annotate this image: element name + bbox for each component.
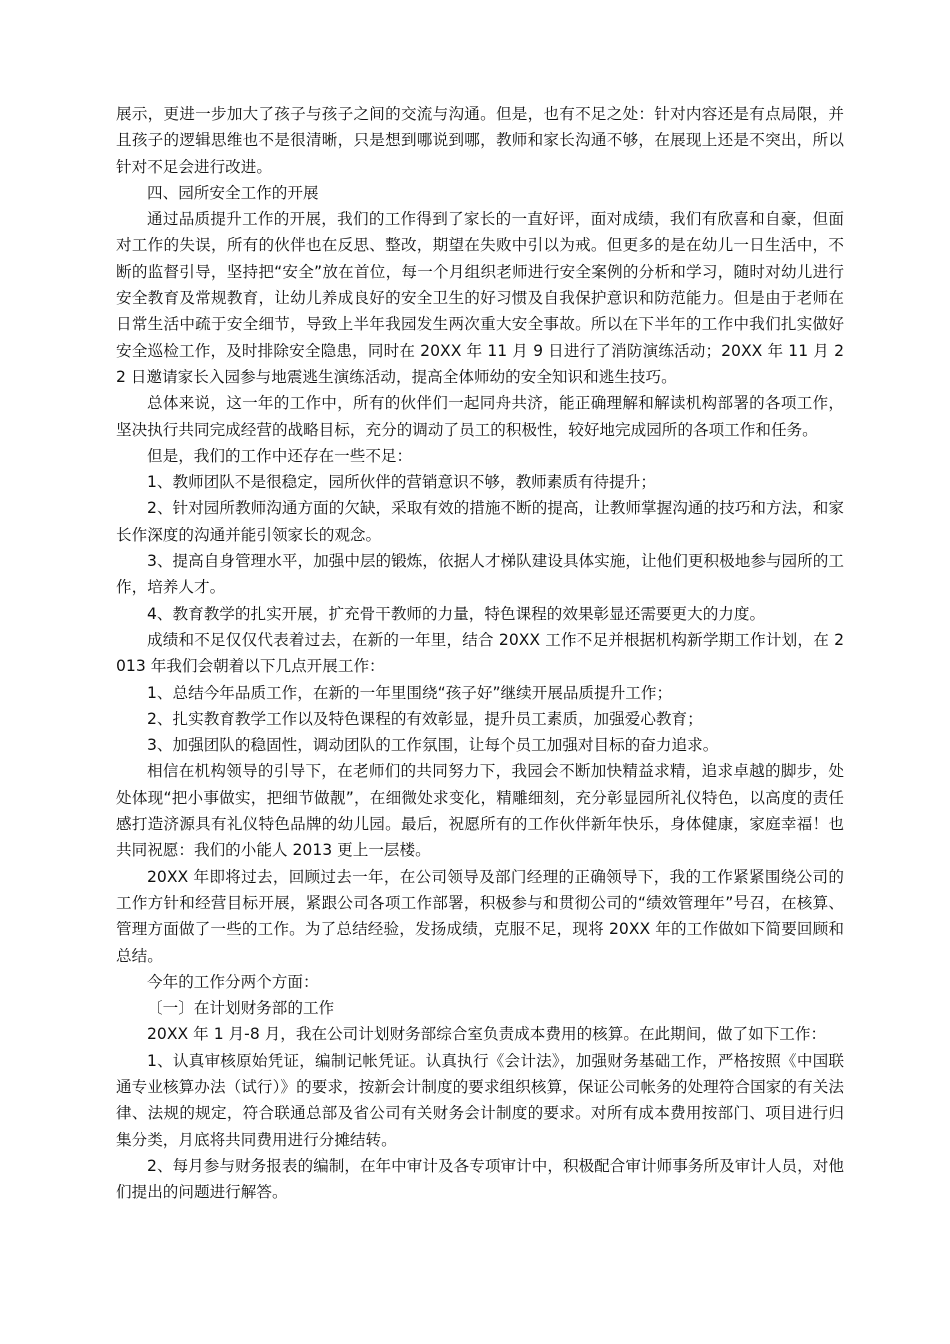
document-body (116, 101, 844, 1205)
paragraph: 今年的工作分两个方面： (147, 972, 319, 991)
list-item: 1、总结今年品质工作，在新的一年里围绕“孩子好”继续开展品质提升工作； (147, 683, 673, 702)
list-item: 1、认真审核原始凭证，编制记帐凭证。认真执行《会计法》，加强财务基础工作，严格按照《中国联通专业核算办法（试行）》的要求，按新会计制度的要求组织核算，保证公司帐务的处理符合国家的有关法律、法规的规定，符合联通总部及省公司有关财务会计制度的要求。对所有成本费用按部门、项目进行归集分类，月底将共同费用进行分摊结转。 (116, 1051, 844, 1149)
section-heading: 〔一〕在计划财务部的工作 (147, 999, 335, 1018)
list-item: 3、加强团队的稳固性，调动团队的工作氛围，让每个员工加强对目标的奋力追求。 (147, 736, 719, 755)
list-item: 2、扎实教育教学工作以及特色课程的有效彰显，提升员工素质，加强爱心教育； (147, 709, 703, 728)
paragraph: 相信在机构领导的引导下，在老师们的共同努力下，我园会不断加快精益求精，追求卓越的脚步，处处体现“把小事做实，把细节做靓”，在细微处求变化，精雕细刻，充分彰显园所礼仪特色，以高度的责任感打造济源具有礼仪特色品牌的幼儿园。最后，祝愿所有的工作伙伴新年快乐，身体健康，家庭幸福！也共同祝愿：我们的小能人 2013 更上一层楼。 (116, 762, 844, 860)
list-item: 4、教育教学的扎实开展，扩充骨干教师的力量，特色课程的效果彰显还需要更大的力度。 (147, 604, 766, 623)
list-item: 1、教师团队不是很稳定，园所伙伴的营销意识不够，教师素质有待提升； (147, 473, 656, 492)
list-item: 3、提高自身管理水平，加强中层的锻炼，依据人才梯队建设具体实施，让他们更积极地参与园所的工作，培养人才。 (116, 552, 844, 597)
paragraph: 总体来说，这一年的工作中，所有的伙伴们一起同舟共济，能正确理解和解读机构部署的各项工作，坚决执行共同完成经营的战略目标，充分的调动了员工的积极性，较好地完成园所的各项工作和任务。 (116, 394, 844, 439)
paragraph: 通过品质提升工作的开展，我们的工作得到了家长的一直好评，面对成绩，我们有欣喜和自豪，但面对工作的失误，所有的伙伴也在反思、整改，期望在失败中引以为戒。但更多的是在幼儿一日生活中，不断的监督引导，坚持把“安全”放在首位，每一个月组织老师进行安全案例的分析和学习，随时对幼儿进行安全教育及常规教育，让幼儿养成良好的安全卫生的好习惯及自我保护意识和防范能力。但是由于老师在日常生活中疏于安全细节，导致上半年我园发生两次重大安全事故。所以在下半年的工作中我们扎实做好安全巡检工作，及时排除安全隐患，同时在 20XX 年 11 月 9 日进行了消防演练活动；20XX 年 11 月 22 日邀请家长入园参与地震逃生演练活动，提高全体师幼的安全知识和逃生技巧。 (116, 210, 844, 386)
paragraph: 成绩和不足仅仅代表着过去，在新的一年里，结合 20XX 工作不足并根据机构新学期工作计划，在 2013 年我们会朝着以下几点开展工作： (116, 630, 844, 676)
paragraph: 但是，我们的工作中还存在一些不足： (147, 446, 413, 465)
paragraph: 展示，更进一步加大了孩子与孩子之间的交流与沟通。但是，也有不足之处：针对内容还是有点局限，并且孩子的逻辑思维也不是很清晰，只是想到哪说到哪，教师和家长沟通不够，在展现上还是不突出，所以针对不足会进行改进。 (116, 105, 844, 176)
list-item: 2、每月参与财务报表的编制，在年中审计及各专项审计中，积极配合审计师事务所及审计人员，对他们提出的问题进行解答。 (116, 1156, 844, 1202)
section-heading: 四、园所安全工作的开展 (147, 183, 319, 202)
list-item: 2、针对园所教师沟通方面的欠缺，采取有效的措施不断的提高，让教师掌握沟通的技巧和方法，和家长作深度的沟通并能引领家长的观念。 (116, 499, 844, 544)
paragraph: 20XX 年即将过去，回顾过去一年，在公司领导及部门经理的正确领导下，我的工作紧紧围绕公司的工作方针和经营目标开展，紧跟公司各项工作部署，积极参与和贯彻公司的“绩效管理年”号召，在核算、管理方面做了一些的工作。为了总结经验，发扬成绩，克服不足，现将 20XX 年的工作做如下简要回顾和总结。 (116, 867, 844, 965)
paragraph: 20XX 年 1 月-8 月，我在公司计划财务部综合室负责成本费用的核算。在此期间，做了如下工作： (147, 1025, 827, 1044)
